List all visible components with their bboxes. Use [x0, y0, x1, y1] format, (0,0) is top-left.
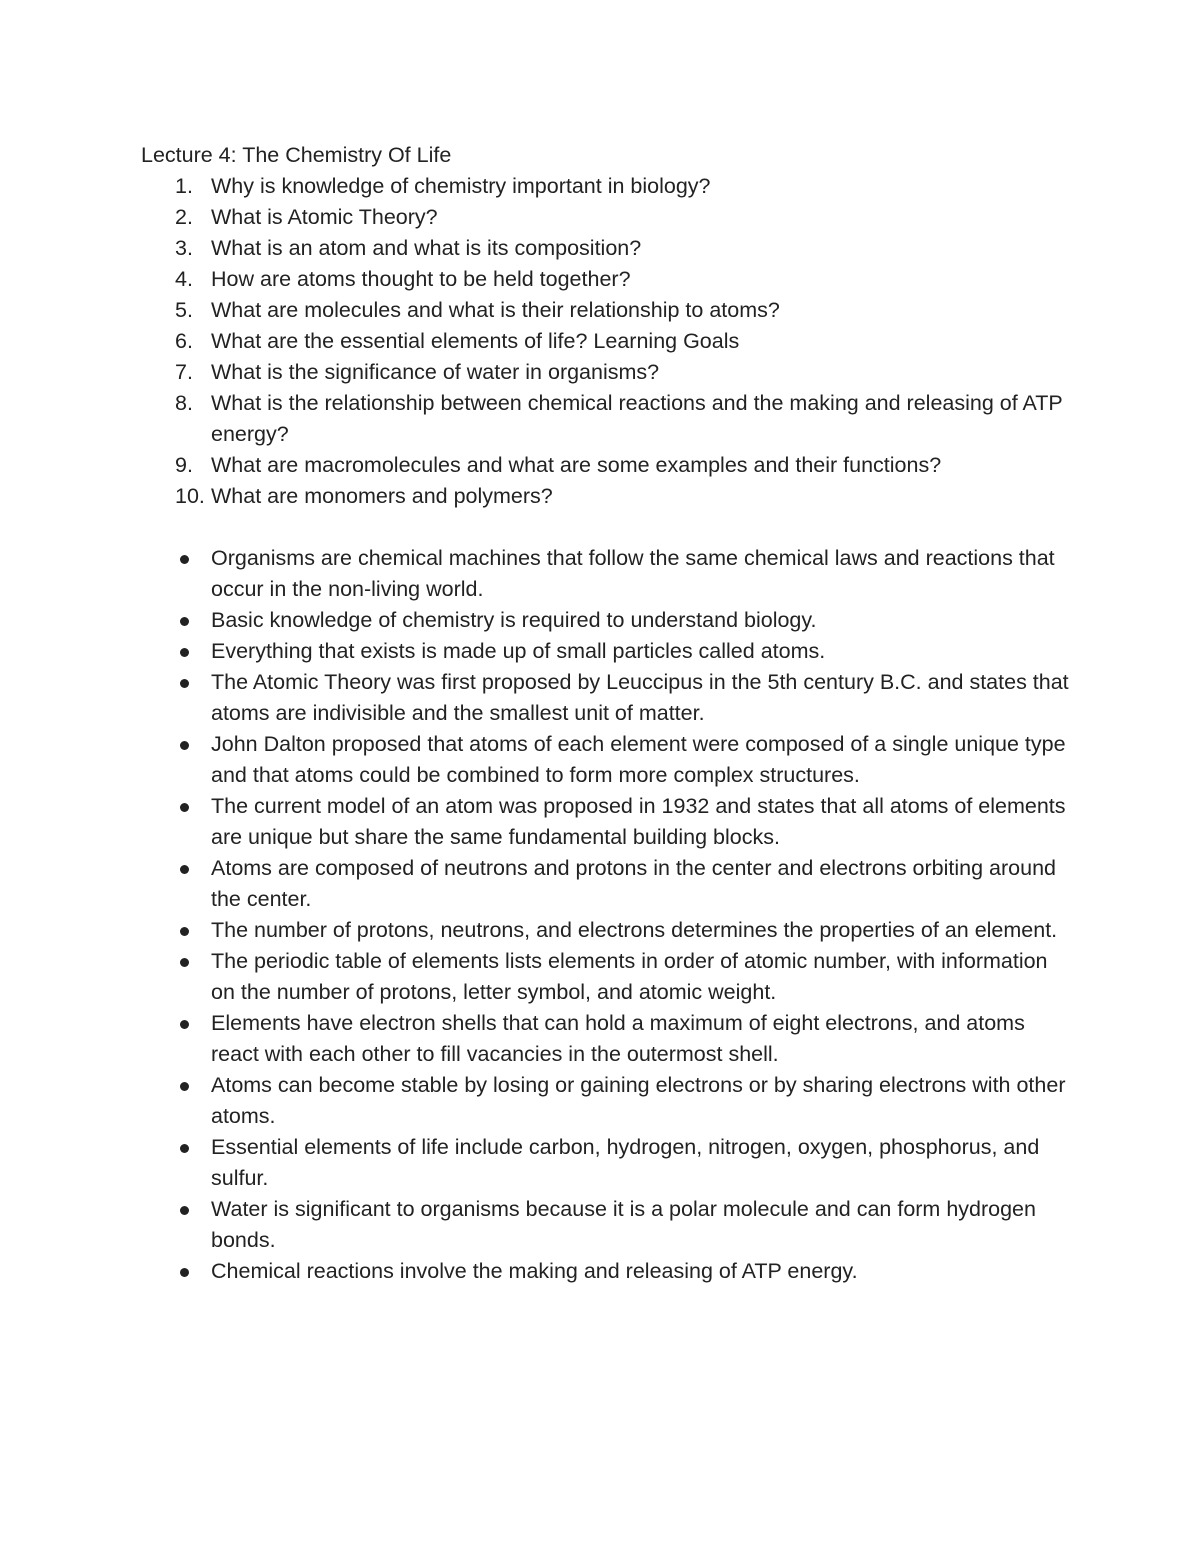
- bullet-icon: [180, 555, 189, 564]
- note-item: [141, 543, 1071, 605]
- note-item: [141, 729, 1071, 791]
- note-item: [141, 605, 1071, 636]
- bullet-icon: [180, 1020, 189, 1029]
- question-text: What is the relationship between chemical reactions and the making and releasing of ATP energy?: [211, 391, 1063, 446]
- question-number: 9.: [175, 453, 193, 477]
- question-text: How are atoms thought to be held together?: [211, 267, 631, 291]
- question-number: 5.: [175, 298, 193, 322]
- note-item: [141, 853, 1071, 915]
- question-number: 1.: [175, 174, 193, 198]
- question-item: [141, 171, 1071, 202]
- question-text: What are molecules and what is their relationship to atoms?: [211, 298, 780, 322]
- question-item: [141, 481, 1071, 512]
- note-item: [141, 915, 1071, 946]
- note-text: Chemical reactions involve the making and releasing of ATP energy.: [211, 1259, 858, 1283]
- note-item: [141, 791, 1071, 853]
- bullet-icon: [180, 1268, 189, 1277]
- question-number: 2.: [175, 205, 193, 229]
- note-item: [141, 667, 1071, 729]
- section-spacer: [141, 512, 1071, 543]
- question-number: 3.: [175, 236, 193, 260]
- note-item: [141, 1256, 1071, 1287]
- question-number: 10.: [175, 484, 205, 508]
- question-number: 6.: [175, 329, 193, 353]
- question-item: [141, 388, 1071, 450]
- question-item: [141, 264, 1071, 295]
- note-item: [141, 1194, 1071, 1256]
- lecture-notes-list: [141, 543, 1071, 1287]
- question-text: What are the essential elements of life? Learning Goals: [211, 329, 740, 353]
- bullet-icon: [180, 617, 189, 626]
- bullet-icon: [180, 927, 189, 936]
- document-body: [141, 140, 1071, 1287]
- bullet-icon: [180, 865, 189, 874]
- bullet-icon: [180, 648, 189, 657]
- question-item: [141, 295, 1071, 326]
- note-item: [141, 1132, 1071, 1194]
- question-text: What are macromolecules and what are some examples and their functions?: [211, 453, 942, 477]
- question-item: [141, 233, 1071, 264]
- note-item: [141, 946, 1071, 1008]
- note-text: Atoms can become stable by losing or gaining electrons or by sharing electrons with other atoms.: [211, 1073, 1066, 1128]
- bullet-icon: [180, 679, 189, 688]
- note-text: Atoms are composed of neutrons and protons in the center and electrons orbiting around the center.: [211, 856, 1056, 911]
- bullet-icon: [180, 1144, 189, 1153]
- note-text: The number of protons, neutrons, and electrons determines the properties of an element.: [211, 918, 1058, 942]
- question-text: Why is knowledge of chemistry important in biology?: [211, 174, 711, 198]
- question-number: 8.: [175, 391, 193, 415]
- bullet-icon: [180, 1206, 189, 1215]
- note-item: [141, 1070, 1071, 1132]
- note-text: Essential elements of life include carbon, hydrogen, nitrogen, oxygen, phosphorus, and sulfur.: [211, 1135, 1040, 1190]
- learning-questions-list: [141, 171, 1071, 512]
- note-text: John Dalton proposed that atoms of each element were composed of a single unique type and that atoms could be combined to form more complex structures.: [211, 732, 1066, 787]
- question-text: What are monomers and polymers?: [211, 484, 553, 508]
- question-text: What is Atomic Theory?: [211, 205, 438, 229]
- question-text: What is an atom and what is its composition?: [211, 236, 642, 260]
- question-text: What is the significance of water in organisms?: [211, 360, 660, 384]
- note-text: Basic knowledge of chemistry is required to understand biology.: [211, 608, 817, 632]
- note-text: Elements have electron shells that can hold a maximum of eight electrons, and atoms react with each other to fill vacancies in the outermost shell.: [211, 1011, 1025, 1066]
- note-text: The Atomic Theory was first proposed by Leuccipus in the 5th century B.C. and states that atoms are indivisible and the smallest unit of matter.: [211, 670, 1069, 725]
- note-text: Organisms are chemical machines that follow the same chemical laws and reactions that occur in the non-living world.: [211, 546, 1055, 601]
- note-item: [141, 1008, 1071, 1070]
- bullet-icon: [180, 1082, 189, 1091]
- question-item: [141, 326, 1071, 357]
- note-text: Water is significant to organisms because it is a polar molecule and can form hydrogen bonds.: [211, 1197, 1036, 1252]
- bullet-icon: [180, 803, 189, 812]
- note-item: [141, 636, 1071, 667]
- question-item: [141, 450, 1071, 481]
- lecture-title: Lecture 4: The Chemistry Of Life: [141, 143, 452, 167]
- question-item: [141, 202, 1071, 233]
- note-text: Everything that exists is made up of small particles called atoms.: [211, 639, 826, 663]
- note-text: The periodic table of elements lists elements in order of atomic number, with information on the number of protons, letter symbol, and atomic weight.: [211, 949, 1048, 1004]
- question-item: [141, 357, 1071, 388]
- question-number: 7.: [175, 360, 193, 384]
- note-text: The current model of an atom was proposed in 1932 and states that all atoms of elements are unique but share the same fundamental building blocks.: [211, 794, 1066, 849]
- bullet-icon: [180, 958, 189, 967]
- bullet-icon: [180, 741, 189, 750]
- question-number: 4.: [175, 267, 193, 291]
